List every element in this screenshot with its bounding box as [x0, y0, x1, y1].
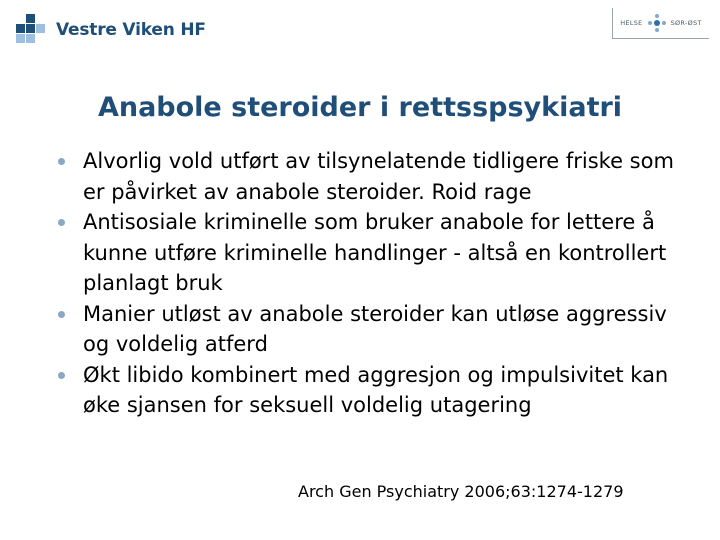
logo-word-left: HELSE — [620, 19, 643, 27]
bullet-text: Alvorlig vold utført av tilsynelatende tidligere friske som er påvirket av anabole steroider. Roid rage — [83, 149, 674, 204]
bullet-text: Antisosiale kriminelle som bruker anabole for lettere å kunne utføre kriminelle handlinger - altså en kontrollert planlagt bruk — [83, 210, 667, 295]
dots-logo-icon — [647, 13, 667, 33]
bullet-item — [55, 360, 675, 421]
bullet-item — [55, 299, 675, 360]
cross-logo-icon — [16, 14, 46, 46]
bullet-dot-icon — [58, 372, 65, 379]
logo-text: Vestre Viken HF — [56, 20, 206, 40]
citation: Arch Gen Psychiatry 2006;63:1274-1279 — [298, 482, 624, 501]
bullet-item — [55, 207, 675, 299]
slide-title: Anabole steroider i rettsspsykiatri — [97, 92, 623, 123]
bullet-text: Økt libido kombinert med aggresjon og impulsivitet kan øke sjansen for seksuell voldelig utagering — [83, 362, 669, 417]
vestre-viken-logo — [16, 12, 206, 48]
bullet-dot-icon — [58, 158, 65, 165]
logo-word-right: SØR-ØST — [670, 19, 702, 27]
bullet-text: Manier utløst av anabole steroider kan utløse aggressiv og voldelig atferd — [83, 301, 667, 356]
helse-sor-ost-logo — [612, 8, 709, 39]
bullet-dot-icon — [58, 311, 65, 318]
bullet-list — [55, 146, 675, 421]
bullet-item — [55, 146, 675, 207]
bullet-dot-icon — [58, 219, 65, 226]
